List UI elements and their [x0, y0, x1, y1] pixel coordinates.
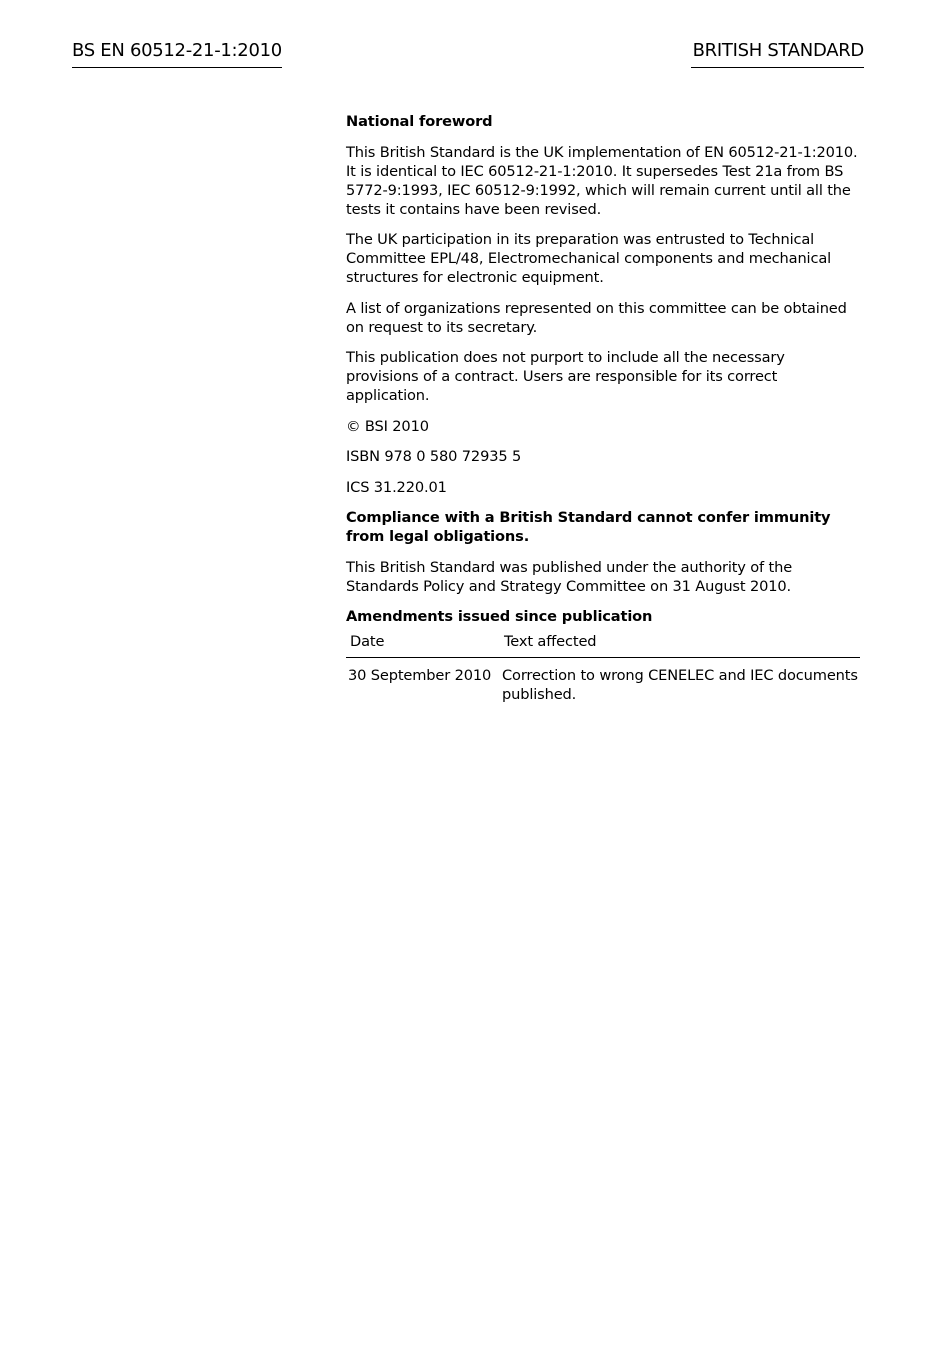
amendment-text: Correction to wrong CENELEC and IEC documents published.: [502, 667, 858, 703]
amendment-date: 30 September 2010: [348, 667, 492, 684]
amendments-title: Amendments issued since publication: [346, 608, 653, 625]
ics-line: ICS 31.220.01: [346, 478, 447, 496]
compliance-statement: Compliance with a British Standard cannot confer immunity from legal obligations.: [346, 509, 831, 545]
copyright-line: © BSI 2010: [346, 417, 429, 435]
column-header-date: Date: [346, 632, 500, 658]
foreword-paragraph-implementation: This British Standard is the UK implementation of EN 60512-21-1:2010. It is identical to IEC 60512-21-1:2010. It supersedes Test 21a from BS 5772-9:1993, IEC 60512-9:1992, which will remain current until all the tests it contains have been revised.: [346, 143, 858, 218]
amendments-header-row: [346, 632, 860, 658]
foreword-title: National foreword: [346, 113, 493, 130]
table-row: [346, 658, 860, 705]
foreword-paragraph-organizations: A list of organizations represented on this committee can be obtained on request to its secretary.: [346, 299, 847, 336]
national-foreword-section: [346, 112, 860, 704]
isbn-line: ISBN 978 0 580 72935 5: [346, 448, 522, 465]
amendments-table: [346, 632, 860, 704]
standard-type: BRITISH STANDARD: [691, 39, 864, 68]
standard-number: BS EN 60512-21-1:2010: [72, 39, 282, 68]
foreword-paragraph-contract: This publication does not purport to include all the necessary provisions of a contract. Users are responsible for its correct application.: [346, 349, 785, 404]
column-header-text-affected: Text affected: [500, 632, 860, 658]
publication-authority: This British Standard was published under the authority of the Standards Policy and Strategy Committee on 31 August 2010.: [346, 558, 793, 595]
foreword-paragraph-participation: The UK participation in its preparation was entrusted to Technical Committee EPL/48, Electromechanical components and mechanical structures for electronic equipment.: [346, 231, 832, 286]
